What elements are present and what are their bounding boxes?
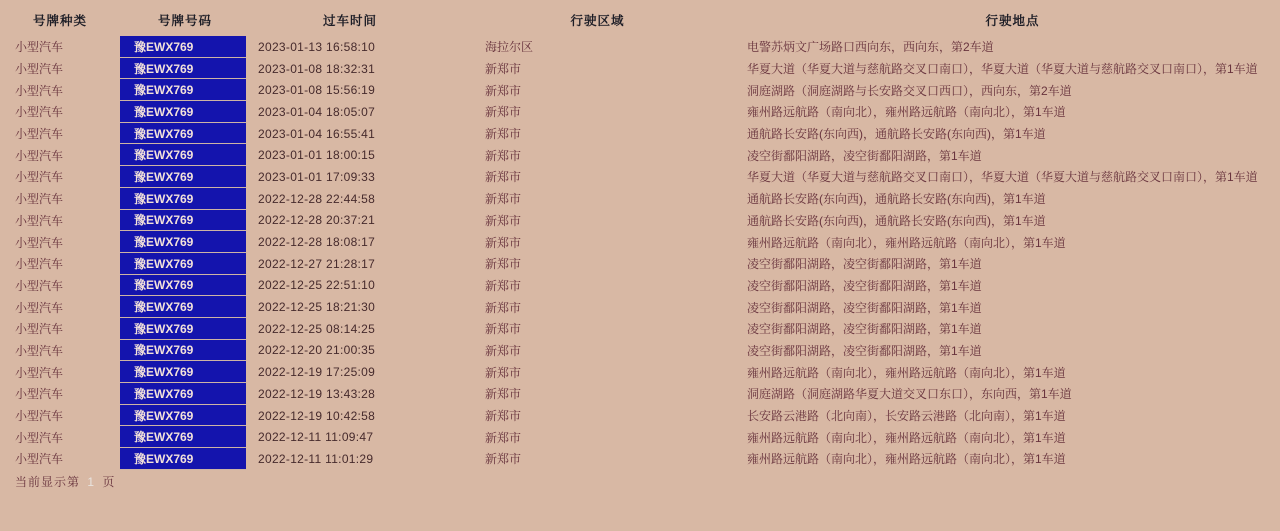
driving-area-cell: 新郑市 [485, 300, 522, 315]
plate-number-badge[interactable]: 豫EWX769 [120, 188, 246, 210]
pass-time-cell: 2023-01-08 15:56:19 [258, 83, 376, 98]
driving-location-cell: 华夏大道（华夏大道与慈航路交叉口南口），华夏大道（华夏大道与慈航路交叉口南口），第1车道 [747, 170, 1258, 185]
table-row [0, 58, 1280, 80]
plate-number-cell [120, 166, 250, 188]
driving-area-cell: 新郑市 [485, 127, 522, 142]
plate-number-badge[interactable]: 豫EWX769 [120, 101, 246, 123]
driving-area-cell: 新郑市 [485, 192, 522, 207]
plate-type-cell: 小型汽车 [15, 192, 64, 207]
driving-location-cell: 凌空街鄱阳湖路，凌空街鄱阳湖路，第1车道 [747, 322, 982, 337]
table-row [0, 318, 1280, 340]
driving-location-cell: 凌空街鄱阳湖路，凌空街鄱阳湖路，第1车道 [747, 278, 982, 293]
pass-time-cell: 2023-01-01 17:09:33 [258, 169, 376, 184]
pagination-suffix: 页 [102, 474, 116, 489]
driving-area-cell: 新郑市 [485, 343, 522, 358]
driving-area-cell: 新郑市 [485, 452, 522, 467]
driving-location-cell: 洞庭湖路（洞庭湖路与长安路交叉口西口），西向东，第2车道 [747, 83, 1072, 98]
driving-area-cell: 新郑市 [485, 409, 522, 424]
pass-time-cell: 2022-12-19 10:42:58 [258, 408, 376, 423]
driving-area-cell: 新郑市 [485, 257, 522, 272]
driving-area-cell: 新郑市 [485, 430, 522, 445]
plate-type-cell: 小型汽车 [15, 430, 64, 445]
driving-location-cell: 凌空街鄱阳湖路，凌空街鄱阳湖路，第1车道 [747, 343, 982, 358]
driving-location-cell: 长安路云港路（北向南），长安路云港路（北向南），第1车道 [747, 409, 1066, 424]
driving-location-cell: 通航路长安路(东向西)，通航路长安路(东向西)，第1车道 [747, 127, 1046, 142]
pass-time-cell: 2022-12-19 17:25:09 [258, 365, 376, 380]
table-row [0, 340, 1280, 362]
plate-number-cell [120, 144, 250, 166]
plate-type-cell: 小型汽车 [15, 452, 64, 467]
plate-number-badge[interactable]: 豫EWX769 [120, 361, 246, 383]
plate-number-cell [120, 123, 250, 145]
header-pass-time: 过车时间 [322, 14, 377, 28]
pass-time-cell: 2022-12-25 18:21:30 [258, 300, 376, 315]
plate-type-cell: 小型汽车 [15, 409, 64, 424]
plate-number-badge[interactable]: 豫EWX769 [120, 231, 246, 253]
plate-number-badge[interactable]: 豫EWX769 [120, 296, 246, 318]
table-row [0, 210, 1280, 232]
plate-number-badge[interactable]: 豫EWX769 [120, 253, 246, 275]
header-plate-number: 号牌号码 [157, 14, 212, 28]
plate-type-cell: 小型汽车 [15, 40, 64, 55]
driving-location-cell: 华夏大道（华夏大道与慈航路交叉口南口），华夏大道（华夏大道与慈航路交叉口南口），第1车道 [747, 62, 1258, 77]
table-row [0, 253, 1280, 275]
driving-area-cell: 新郑市 [485, 83, 522, 98]
header-driving-location: 行驶地点 [985, 14, 1040, 28]
driving-area-cell: 新郑市 [485, 170, 522, 185]
driving-location-cell: 电警苏炳文广场路口西向东，西向东，第2车道 [747, 40, 994, 55]
pass-time-cell: 2023-01-04 16:55:41 [258, 126, 376, 141]
table-row [0, 296, 1280, 318]
driving-area-cell: 新郑市 [485, 148, 522, 163]
plate-number-cell [120, 101, 250, 123]
plate-number-badge[interactable]: 豫EWX769 [120, 79, 246, 101]
plate-number-badge[interactable]: 豫EWX769 [120, 144, 246, 166]
plate-number-badge[interactable]: 豫EWX769 [120, 275, 246, 297]
plate-type-cell: 小型汽车 [15, 213, 64, 228]
pagination-prefix: 当前显示第 [15, 474, 81, 489]
plate-type-cell: 小型汽车 [15, 62, 64, 77]
pagination-status [0, 473, 1280, 490]
driving-location-cell: 通航路长安路(东向西)，通航路长安路(东向西)，第1车道 [747, 192, 1046, 207]
header-driving-area: 行驶区域 [570, 14, 625, 28]
plate-number-cell [120, 210, 250, 232]
driving-location-cell: 雍州路远航路（南向北），雍州路远航路（南向北），第1车道 [747, 235, 1066, 250]
table-row [0, 188, 1280, 210]
plate-type-cell: 小型汽车 [15, 148, 64, 163]
driving-area-cell: 新郑市 [485, 62, 522, 77]
plate-number-badge[interactable]: 豫EWX769 [120, 58, 246, 80]
table-row [0, 448, 1280, 470]
driving-location-cell: 雍州路远航路（南向北），雍州路远航路（南向北），第1车道 [747, 105, 1066, 120]
pass-time-cell: 2022-12-11 11:01:29 [258, 451, 374, 466]
plate-type-cell: 小型汽车 [15, 322, 64, 337]
driving-location-cell: 凌空街鄱阳湖路，凌空街鄱阳湖路，第1车道 [747, 257, 982, 272]
table-row [0, 383, 1280, 405]
plate-type-cell: 小型汽车 [15, 170, 64, 185]
driving-area-cell: 新郑市 [485, 235, 522, 250]
table-row [0, 231, 1280, 253]
pass-time-cell: 2022-12-25 22:51:10 [258, 278, 376, 293]
table-row [0, 101, 1280, 123]
table-row [0, 361, 1280, 383]
pass-time-cell: 2023-01-08 18:32:31 [258, 61, 376, 76]
plate-number-cell [120, 296, 250, 318]
pass-time-cell: 2022-12-19 13:43:28 [258, 386, 376, 401]
plate-number-cell [120, 405, 250, 427]
table-header-row [0, 4, 1280, 36]
table-row [0, 166, 1280, 188]
table-row [0, 426, 1280, 448]
plate-number-cell [120, 231, 250, 253]
plate-number-badge[interactable]: 豫EWX769 [120, 210, 246, 232]
driving-location-cell: 通航路长安路(东向西)，通航路长安路(东向西)，第1车道 [747, 213, 1046, 228]
plate-type-cell: 小型汽车 [15, 83, 64, 98]
plate-number-cell [120, 58, 250, 80]
plate-number-badge[interactable]: 豫EWX769 [120, 318, 246, 340]
plate-number-badge[interactable]: 豫EWX769 [120, 166, 246, 188]
driving-location-cell: 雍州路远航路（南向北），雍州路远航路（南向北），第1车道 [747, 430, 1066, 445]
driving-location-cell: 雍州路远航路（南向北），雍州路远航路（南向北），第1车道 [747, 452, 1066, 467]
plate-number-cell [120, 318, 250, 340]
pass-time-cell: 2023-01-13 16:58:10 [258, 39, 376, 54]
pass-time-cell: 2022-12-11 11:09:47 [258, 430, 374, 445]
table-row [0, 79, 1280, 101]
plate-number-cell [120, 361, 250, 383]
table-row [0, 36, 1280, 58]
plate-type-cell: 小型汽车 [15, 127, 64, 142]
plate-number-badge[interactable]: 豫EWX769 [120, 123, 246, 145]
driving-location-cell: 凌空街鄱阳湖路，凌空街鄱阳湖路，第1车道 [747, 300, 982, 315]
plate-type-cell: 小型汽车 [15, 257, 64, 272]
plate-number-badge[interactable]: 豫EWX769 [120, 405, 246, 427]
plate-number-cell [120, 79, 250, 101]
plate-number-badge[interactable]: 豫EWX769 [120, 426, 246, 448]
plate-type-cell: 小型汽车 [15, 105, 64, 120]
plate-number-badge[interactable]: 豫EWX769 [120, 36, 246, 58]
driving-area-cell: 海拉尔区 [485, 40, 534, 55]
plate-type-cell: 小型汽车 [15, 278, 64, 293]
table-row [0, 405, 1280, 427]
plate-number-badge[interactable]: 豫EWX769 [120, 448, 246, 470]
plate-type-cell: 小型汽车 [15, 387, 64, 402]
driving-area-cell: 新郑市 [485, 365, 522, 380]
table-row [0, 123, 1280, 145]
driving-area-cell: 新郑市 [485, 322, 522, 337]
plate-number-badge[interactable]: 豫EWX769 [120, 383, 246, 405]
plate-number-cell [120, 275, 250, 297]
driving-area-cell: 新郑市 [485, 213, 522, 228]
driving-location-cell: 凌空街鄱阳湖路，凌空街鄱阳湖路，第1车道 [747, 148, 982, 163]
plate-number-cell [120, 188, 250, 210]
table-row [0, 275, 1280, 297]
driving-area-cell: 新郑市 [485, 278, 522, 293]
table-row [0, 144, 1280, 166]
pass-time-cell: 2023-01-01 18:00:15 [258, 148, 376, 163]
plate-number-cell [120, 36, 250, 58]
driving-area-cell: 新郑市 [485, 105, 522, 120]
plate-number-cell [120, 426, 250, 448]
page-number: 1 [87, 474, 96, 489]
plate-type-cell: 小型汽车 [15, 343, 64, 358]
table-rows [0, 36, 1280, 470]
pass-time-cell: 2022-12-28 18:08:17 [258, 235, 376, 250]
pass-time-cell: 2022-12-25 08:14:25 [258, 321, 376, 336]
plate-number-cell [120, 448, 250, 470]
plate-number-cell [120, 253, 250, 275]
plate-type-cell: 小型汽车 [15, 235, 64, 250]
driving-location-cell: 雍州路远航路（南向北），雍州路远航路（南向北），第1车道 [747, 365, 1066, 380]
plate-number-cell [120, 383, 250, 405]
plate-type-cell: 小型汽车 [15, 365, 64, 380]
plate-number-cell [120, 340, 250, 362]
pass-time-cell: 2022-12-28 22:44:58 [258, 191, 376, 206]
pass-time-cell: 2022-12-28 20:37:21 [258, 213, 376, 228]
driving-location-cell: 洞庭湖路（洞庭湖路华夏大道交叉口东口），东向西，第1车道 [747, 387, 1072, 402]
pass-time-cell: 2022-12-27 21:28:17 [258, 256, 376, 271]
pass-time-cell: 2022-12-20 21:00:35 [258, 343, 376, 358]
plate-type-cell: 小型汽车 [15, 300, 64, 315]
driving-area-cell: 新郑市 [485, 387, 522, 402]
plate-number-badge[interactable]: 豫EWX769 [120, 340, 246, 362]
header-plate-type: 号牌种类 [32, 14, 87, 28]
pass-time-cell: 2023-01-04 18:05:07 [258, 104, 376, 119]
